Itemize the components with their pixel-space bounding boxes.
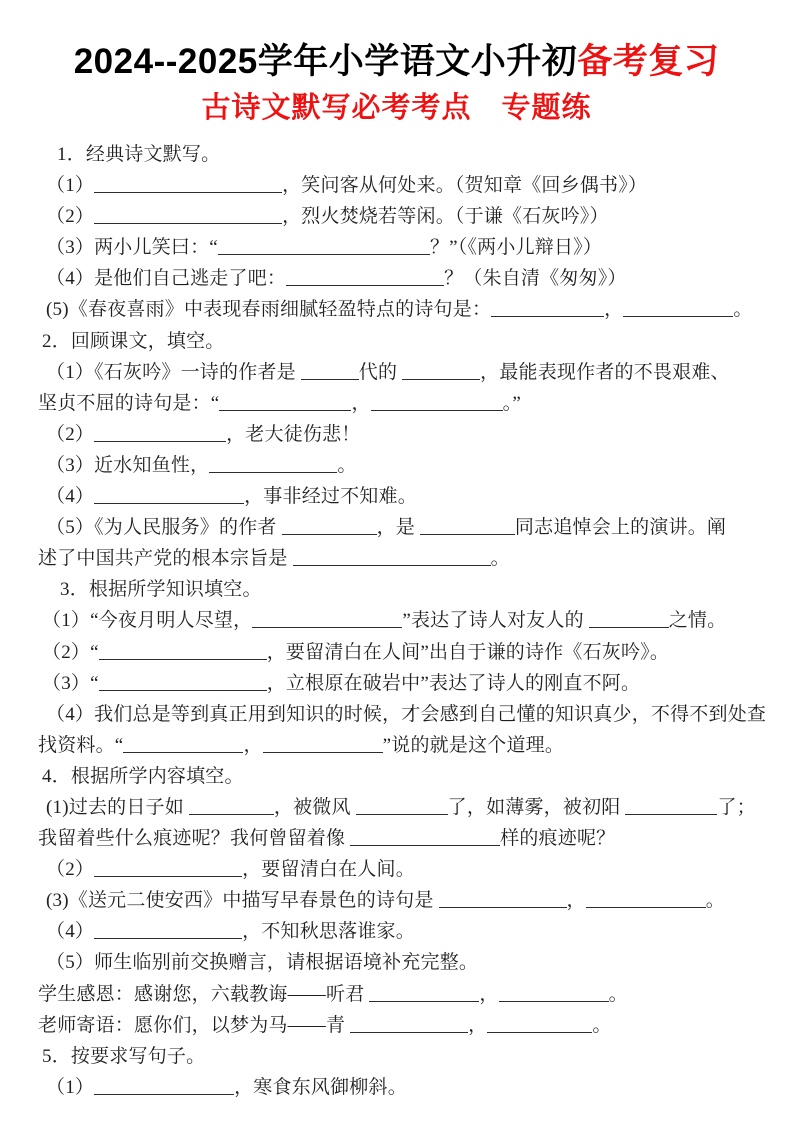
text-run: 之情。 bbox=[668, 610, 727, 632]
blank-field bbox=[369, 982, 479, 1002]
text-run: （4） bbox=[46, 921, 95, 943]
blank-field bbox=[487, 1013, 592, 1033]
text-run: ，寒食东风御柳斜。 bbox=[234, 1076, 407, 1098]
text-run: （3）两小儿笑曰：“ bbox=[46, 237, 218, 259]
text-run: （1）《石灰吟》一诗的作者是 bbox=[46, 361, 301, 383]
text-run: （1）“今夜月明人尽望， bbox=[42, 610, 253, 632]
text-line bbox=[0, 574, 793, 605]
text-run: 3．根据所学知识填空。 bbox=[60, 579, 262, 601]
blank-field bbox=[491, 297, 604, 317]
text-run: ，要留清白在人间。 bbox=[242, 859, 415, 881]
text-run: ， bbox=[468, 1014, 488, 1036]
text-run: ，不知秋思落谁家。 bbox=[242, 921, 415, 943]
blank-field bbox=[94, 919, 242, 939]
text-run: 了，如薄雾，被初阳 bbox=[447, 796, 626, 818]
blank-field bbox=[350, 826, 500, 846]
text-line bbox=[0, 1010, 793, 1041]
text-run: （1） bbox=[46, 175, 95, 197]
text-run: 。 bbox=[733, 299, 753, 321]
worksheet-body bbox=[0, 139, 793, 1103]
text-run: 坚贞不屈的诗句是：“ bbox=[38, 392, 220, 414]
blank-field bbox=[209, 453, 337, 473]
text-run: ， bbox=[479, 983, 499, 1005]
blank-field bbox=[282, 515, 377, 535]
text-run: 学生感恩：感谢您，六载教诲——听君 bbox=[38, 983, 370, 1005]
blank-field bbox=[99, 671, 267, 691]
text-line bbox=[0, 823, 793, 854]
text-run: ，事非经过不知难。 bbox=[244, 486, 417, 508]
blank-field bbox=[94, 857, 242, 877]
blank-field bbox=[123, 733, 243, 753]
blank-field bbox=[94, 422, 226, 442]
text-run: ，老大徒伤悲！ bbox=[226, 423, 361, 445]
blank-field bbox=[371, 391, 503, 411]
text-line bbox=[0, 885, 793, 916]
text-line bbox=[0, 605, 793, 636]
text-line bbox=[0, 792, 793, 823]
blank-field bbox=[219, 391, 351, 411]
text-run: 。 bbox=[705, 890, 725, 912]
text-line bbox=[0, 730, 793, 761]
text-run: （2） bbox=[46, 423, 95, 445]
text-line bbox=[0, 543, 793, 574]
blank-field bbox=[263, 733, 383, 753]
text-line bbox=[0, 512, 793, 543]
text-line bbox=[0, 916, 793, 947]
text-run: （3）“ bbox=[42, 672, 99, 694]
blank-field bbox=[218, 235, 430, 255]
text-run: 同志追悼会上的演讲。阐 bbox=[514, 517, 727, 539]
text-run: (3)《送元二使安西》中描写早春景色的诗句是 bbox=[46, 890, 439, 912]
page-subtitle: 古诗文默写必考考点 专题练 bbox=[201, 92, 592, 124]
text-run: （3）近水知鱼性， bbox=[46, 454, 210, 476]
text-line bbox=[0, 1041, 793, 1072]
text-run: （4）我们总是等到真正用到知识的时候，才会感到自己懂的知识真少，不得不到处查 bbox=[46, 703, 767, 725]
text-run: ”表达了诗人对友人的 bbox=[402, 610, 589, 632]
text-run: ，立根原在破岩中”表达了诗人的刚直不阿。 bbox=[266, 672, 641, 694]
page-title bbox=[0, 40, 793, 84]
title-black-text: 2024--2025学年小学语文小升初 bbox=[73, 42, 578, 81]
text-run: （2） bbox=[46, 859, 95, 881]
text-run: ？”（《两小儿辩日》） bbox=[429, 237, 603, 259]
text-run: ， bbox=[243, 734, 263, 756]
text-run: 。 bbox=[608, 983, 628, 1005]
blank-field bbox=[286, 266, 444, 286]
text-run: 。 bbox=[337, 454, 357, 476]
text-run: 了； bbox=[717, 796, 756, 818]
text-run: 。” bbox=[502, 392, 521, 414]
text-line bbox=[0, 232, 793, 263]
text-run: ，被微风 bbox=[273, 796, 356, 818]
text-run: ，笑问客从何处来。（贺知章《回乡偶书》） bbox=[282, 175, 648, 197]
text-run: (1)过去的日子如 bbox=[46, 796, 189, 818]
blank-field bbox=[586, 888, 706, 908]
text-line bbox=[0, 1072, 793, 1103]
blank-field bbox=[94, 204, 282, 224]
text-run: ，烈火焚烧若等闲。（于谦《石灰吟》） bbox=[282, 206, 609, 228]
text-run: （5）《为人民服务》的作者 bbox=[46, 517, 282, 539]
text-run: ，是 bbox=[376, 517, 420, 539]
text-run: (5)《春夜喜雨》中表现春雨细腻轻盈特点的诗句是： bbox=[46, 299, 492, 321]
text-line bbox=[0, 201, 793, 232]
text-line bbox=[0, 481, 793, 512]
blank-field bbox=[625, 795, 717, 815]
blank-field bbox=[623, 297, 733, 317]
text-run: 2．回顾课文，填空。 bbox=[42, 330, 225, 352]
text-line bbox=[0, 388, 793, 419]
blank-field bbox=[189, 795, 274, 815]
text-run: ，最能表现作者的不畏艰难、 bbox=[480, 361, 730, 383]
text-run: 样的痕迹呢？ bbox=[500, 828, 616, 850]
text-line bbox=[0, 170, 793, 201]
blank-field bbox=[99, 640, 267, 660]
text-line bbox=[0, 854, 793, 885]
text-run: 1．经典诗文默写。 bbox=[57, 144, 221, 165]
text-line bbox=[0, 294, 793, 325]
blank-field bbox=[499, 982, 609, 1002]
text-line bbox=[0, 761, 793, 792]
text-line bbox=[0, 699, 793, 730]
text-line bbox=[0, 357, 793, 388]
text-run: （4） bbox=[46, 486, 95, 508]
blank-field bbox=[402, 360, 480, 380]
text-run: 找资料。“ bbox=[38, 734, 124, 756]
text-run: ， bbox=[604, 299, 624, 321]
blank-field bbox=[589, 608, 669, 628]
text-run: （1） bbox=[46, 1076, 95, 1098]
text-run: ？（朱自清《匆匆》） bbox=[444, 268, 627, 290]
text-run: ，要留清白在人间”出自于谦的诗作《石灰吟》。 bbox=[266, 641, 670, 663]
blank-field bbox=[252, 608, 402, 628]
blank-field bbox=[94, 1075, 234, 1095]
text-run: 。 bbox=[592, 1014, 612, 1036]
blank-field bbox=[293, 546, 491, 566]
text-run: （5）师生临别前交换赠言，请根据语境补充完整。 bbox=[46, 952, 479, 974]
blank-field bbox=[350, 1013, 468, 1033]
text-run: 5．按要求写句子。 bbox=[42, 1045, 206, 1067]
blank-field bbox=[420, 515, 515, 535]
blank-field bbox=[439, 888, 567, 908]
text-run: 4．根据所学内容填空。 bbox=[42, 765, 244, 787]
blank-field bbox=[94, 173, 282, 193]
text-run: 代的 bbox=[358, 361, 403, 383]
text-line bbox=[0, 263, 793, 294]
text-run: （4）是他们自己逃走了吧： bbox=[46, 268, 287, 290]
text-line bbox=[0, 139, 793, 170]
blank-field bbox=[94, 484, 244, 504]
text-run: ， bbox=[351, 392, 371, 414]
text-run: （2）“ bbox=[42, 641, 99, 663]
text-run: 我留着些什么痕迹呢？我何曾留着像 bbox=[38, 828, 351, 850]
blank-field bbox=[301, 360, 359, 380]
text-run: 述了中国共产党的根本宗旨是 bbox=[38, 548, 293, 570]
text-line bbox=[0, 326, 793, 357]
blank-field bbox=[356, 795, 448, 815]
text-run: ”说的就是这个道理。 bbox=[382, 734, 565, 756]
text-line bbox=[0, 668, 793, 699]
text-line bbox=[0, 947, 793, 978]
text-run: （2） bbox=[46, 206, 95, 228]
title-red-text: 备考复习 bbox=[577, 42, 720, 81]
text-line bbox=[0, 450, 793, 481]
text-run: 老师寄语：愿你们，以梦为马——青 bbox=[38, 1014, 351, 1036]
text-line bbox=[0, 419, 793, 450]
text-run: ， bbox=[566, 890, 586, 912]
text-run: 。 bbox=[490, 548, 510, 570]
text-line bbox=[0, 979, 793, 1010]
text-line bbox=[0, 637, 793, 668]
